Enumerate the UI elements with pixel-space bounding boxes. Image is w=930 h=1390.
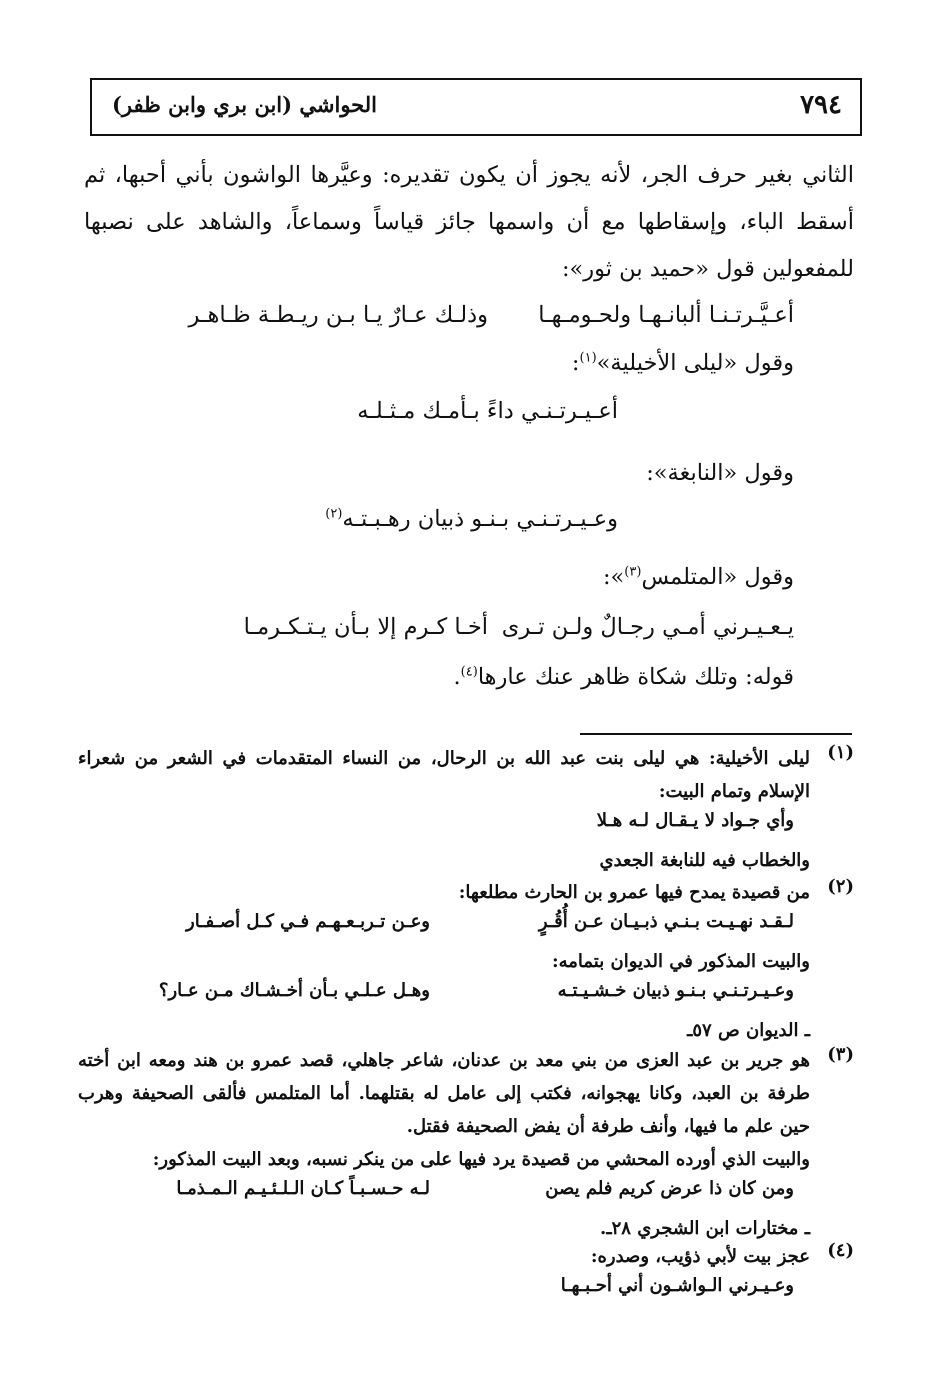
intro-mutalammis: وقول «المتلمس$^{(٣)}$»: bbox=[602, 564, 794, 590]
verse-first-hemistich: وعـيـرتـنـي بـنـو ذبيان خـشـيـتـه bbox=[557, 980, 794, 1001]
footnote-ref-4[interactable]: (٤) bbox=[460, 664, 478, 680]
footnote-verse-line: وأي جـواد لا يـقـال لـه هـلا bbox=[596, 810, 794, 831]
footnote-number: (٤) bbox=[827, 1240, 854, 1261]
verse-second-hemistich: وعـن تـربـعـهـم فـي كـل أصـفـار bbox=[186, 911, 430, 932]
footnote-ref-3[interactable]: (٣) bbox=[624, 564, 642, 580]
footnote-verse bbox=[78, 1273, 854, 1309]
footnote-2 bbox=[78, 876, 854, 1047]
verse-2: أعـيـرتـنـي داءً بـأمـك مـثـلـه bbox=[357, 398, 618, 424]
footnote-note: والبيت الذي أورده المحشي من قصيدة يرد فيها على من ينكر نسبه، وبعد البيت المذكور: bbox=[152, 1149, 810, 1170]
footnote-verse bbox=[78, 808, 854, 844]
running-header bbox=[90, 78, 862, 136]
running-title: الحواشي (ابن بري وابن ظفر) bbox=[112, 92, 377, 117]
footnote-ref-2[interactable]: (٢) bbox=[325, 506, 343, 522]
footnote-text: عجز بيت لأبي ذؤيب، وصدره: bbox=[590, 1246, 810, 1267]
footnote-note: والبيت المذكور في الديوان بتمامه: bbox=[551, 951, 810, 972]
footnote-source: ـ الديوان ص ٥٧ـ bbox=[687, 1020, 810, 1041]
verse-4-first-hemistich: يـعـيـرني أمـي رجـالٌ ولـن تـرى bbox=[501, 614, 794, 640]
footnote-verse bbox=[78, 1176, 854, 1212]
footnote-ref-1[interactable]: (١) bbox=[579, 350, 597, 366]
footnote-number: (٣) bbox=[827, 1044, 854, 1065]
page-number: ٧٩٤ bbox=[800, 90, 842, 120]
footnote-note: والخطاب فيه للنابغة الجعدي bbox=[599, 850, 810, 871]
footnote-3 bbox=[78, 1044, 854, 1245]
verse-first-hemistich: لـقـد نهـيـت بـنـي ذبـيـان عـن أُقُـرٍ bbox=[538, 911, 794, 932]
verse-second-hemistich: لـه حـسـبـاً كـان الـلـئـيـم الـمـذمـا bbox=[176, 1178, 430, 1199]
footnote-text: من قصيدة يمدح فيها عمرو بن الحارث مطلعها: bbox=[458, 882, 810, 903]
body-paragraph: الثاني بغير حرف الجر، لأنه يجوز أن يكون تقديره: وعيَّرها الواشون بأني أحبها، ثم أسقط الباء، وإسقاطها مع أن واسمها جائز قياساً وسماعاً، والشاهد على نصبها للمفعولين قول «حميد بن ثور»: bbox=[84, 162, 854, 282]
verse-1-second-hemistich: وذلـك عـارٌ يـا بـن ريـطـة ظـاهـر bbox=[188, 302, 488, 328]
footnote-number: (١) bbox=[827, 742, 854, 763]
footnote-source: ـ مختارات ابن الشجري ٢٨ـ. bbox=[600, 1218, 810, 1239]
footnote-divider bbox=[580, 733, 852, 735]
footnote-1 bbox=[78, 742, 854, 877]
verse-first-hemistich: ومن كان ذا عرض كريم فلم يصن bbox=[545, 1178, 794, 1199]
footnote-verse-line: وعـيـرني الـواشـون أني أحـبـهـا bbox=[560, 1275, 794, 1296]
footnote-4 bbox=[78, 1240, 854, 1309]
verse-3: وعـيـرتـنـي بـنـو ذبيان رهـبـتـه$^{(٢)}$ bbox=[325, 506, 618, 532]
verse-4-second-hemistich: أخـا كـرم إلا بـأن يـتـكـرمـا bbox=[243, 614, 488, 640]
footnote-verse bbox=[78, 978, 854, 1014]
footnote-text: هو جرير بن عبد العزى من بني معد بن عدنان، شاعر جاهلي، قصد عمرو بن هند ومعه ابن أخته طرفة بن العبد، وكانا يهجوانه، فكتب إلى عامل له بقتلهما. أما المتلمس فألقى الصحيفة وهرب حين علم ما فيها، وأنف طرفة أن يفض الصحيفة فقتل. bbox=[78, 1050, 810, 1137]
intro-nabigha: وقول «النابغة»: bbox=[646, 460, 794, 486]
closing-line: قوله: وتلك شكاة ظاهر عنك عارها$^{(٤)}$. bbox=[453, 664, 794, 690]
footnote-number: (٢) bbox=[827, 876, 854, 897]
footnote-text: ليلى الأخيلية: هي ليلى بنت عبد الله بن الرحال، من النساء المتقدمات في الشعر من شعراء الإسلام وتمام البيت: bbox=[78, 748, 810, 802]
intro-layla: وقول «ليلى الأخيلية»$^{(١)}$: bbox=[571, 350, 794, 376]
verse-second-hemistich: وهـل عـلـي بـأن أخـشـاك مـن عـار؟ bbox=[158, 980, 430, 1001]
verse-1-first-hemistich: أعـيَّـرتـنـا ألبانـهـا ولحـومـهـا bbox=[538, 302, 794, 328]
footnote-verse bbox=[78, 909, 854, 945]
